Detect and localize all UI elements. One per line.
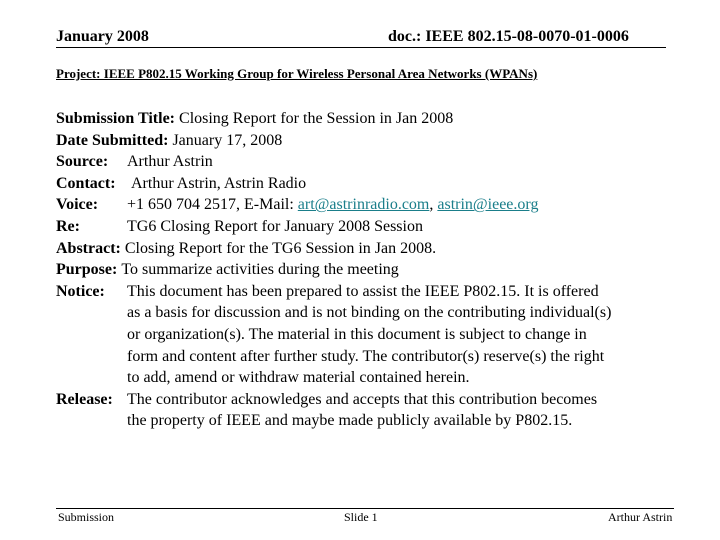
release-line-1: The contributor acknowledges and accepts that this contribution becomes [127,390,598,408]
re-row [56,216,696,238]
submission-title-row [56,108,696,130]
date-submitted-value: January 17, 2008 [172,131,283,149]
project-line: Project: IEEE P802.15 Working Group for Wireless Personal Area Networks (WPANs) [56,66,538,81]
email-link-ieee[interactable]: astrin@ieee.org [437,196,539,214]
notice-line-4: form and content after further study. The contributor(s) reserve(s) the right [127,347,605,365]
footer-submission: Submission [58,510,115,524]
notice-label: Notice: [56,282,105,300]
email-link-astrinradio[interactable]: art@astrinradio.com [297,196,430,214]
header-doc-number: doc.: IEEE 802.15-08-0070-01-0006 [388,28,629,45]
email-separator: , [429,196,434,214]
abstract-label: Abstract: [56,239,121,257]
source-row [56,151,696,173]
voice-row [56,194,696,216]
footer-author: Arthur Astrin [608,510,673,524]
voice-label: Voice: [56,196,99,214]
purpose-row [56,259,696,281]
submission-details [56,108,696,432]
release-label: Release: [56,390,113,408]
purpose-value: To summarize activities during the meeting [121,261,399,279]
footer-slide-number: Slide 1 [344,510,378,524]
date-submitted-label: Date Submitted: [56,131,169,149]
footer-rule [56,508,674,509]
notice-line-2: as a basis for discussion and is not binding on the contributing individual(s) [127,304,612,322]
contact-value: Arthur Astrin, Astrin Radio [131,174,307,192]
notice-line-5: to add, amend or withdraw material contained herein. [127,369,470,387]
release-line-2: the property of IEEE and maybe made publicly available by P802.15. [127,412,573,430]
contact-row [56,173,696,195]
notice-row [56,281,696,303]
notice-line-3: or organization(s). The material in this document is subject to change in [127,325,587,343]
header-date: January 2008 [56,28,149,45]
submission-title-value: Closing Report for the Session in Jan 2008 [179,110,454,127]
source-value: Arthur Astrin [127,153,213,171]
abstract-row [56,238,696,260]
voice-value: +1 650 704 2517, E-Mail: [127,196,294,214]
submission-title-label: Submission Title: [56,110,176,127]
header-rule [56,47,666,48]
purpose-label: Purpose: [56,261,118,279]
date-submitted-row [56,130,696,152]
re-label: Re: [56,217,80,235]
release-row [56,389,696,411]
abstract-value: Closing Report for the TG6 Session in Jan 2008. [124,239,437,257]
re-value: TG6 Closing Report for January 2008 Session [127,217,423,235]
notice-line-1: This document has been prepared to assist the IEEE P802.15. It is offered [127,282,599,300]
source-label: Source: [56,153,109,171]
contact-label: Contact: [56,174,116,192]
